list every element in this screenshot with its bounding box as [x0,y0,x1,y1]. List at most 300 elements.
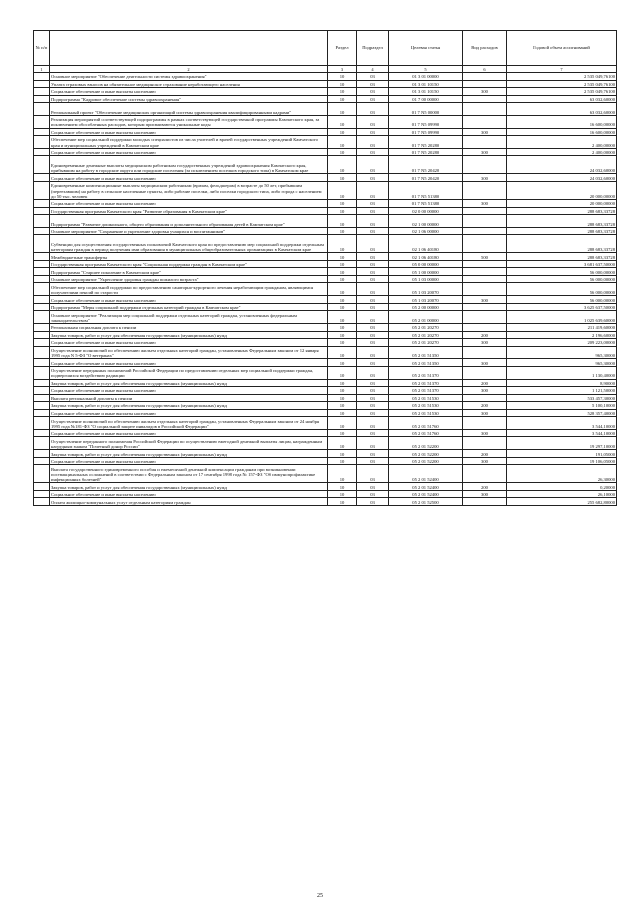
subsection-cell: 03 [357,95,389,103]
expense-type-cell [463,324,507,332]
target-article-cell: 01 7 N5 51380 [389,200,463,208]
section-cell: 10 [328,417,357,430]
amount-cell: 255 682,80000 [507,498,617,506]
section-cell: 10 [328,227,357,235]
amount-cell: 965,30000 [507,346,617,359]
row-number-cell [34,174,50,182]
amount-cell: 56 000,00000 [507,268,617,276]
item-name-cell: Осуществление полномочий по обеспечению жильем отдельных категорий граждан, установленных Федеральным законом от 12 января 1995 года N 5-ФЗ "О ветеранах" [50,346,328,359]
amount-cell: 288 683,33728 [507,235,617,253]
subsection-cell: 03 [357,73,389,81]
item-name-cell: Выплата региональной доплаты к пенсии [50,394,328,402]
row-number-cell [34,409,50,417]
subsection-cell: 03 [357,409,389,417]
table-row [34,200,617,208]
table-row [34,181,617,199]
row-number-cell [34,235,50,253]
expense-type-cell: 300 [463,387,507,395]
row-number-cell [34,450,50,458]
header-section: Раздел [328,31,357,66]
item-name-cell: Социальное обеспечение и иные выплаты населению [50,339,328,347]
amount-cell: 26,10000 [507,490,617,498]
amount-cell: 19 297,10000 [507,437,617,450]
row-number-cell [34,296,50,304]
row-number-cell [34,215,50,228]
amount-cell: 2 535 049,76100 [507,88,617,96]
target-article-cell: 01 7 N5 20420 [389,156,463,174]
target-article-cell: 05 1 03 20070 [389,283,463,296]
amount-cell: 288 683,33728 [507,227,617,235]
table-row [34,80,617,88]
amount-cell: 2 535 049,76100 [507,80,617,88]
expense-type-cell [463,260,507,268]
header-name [50,31,328,66]
item-name-cell: Подпрограмма "Развитие дошкольного, общего образования и дополнительного образования детей в Камчатском крае" [50,215,328,228]
section-cell: 10 [328,283,357,296]
amount-cell: 288 683,33728 [507,253,617,261]
amount-cell: 3 681 637,50000 [507,260,617,268]
item-name-cell: Субвенции для осуществления государственных полномочий Камчатского края по предоставлению мер социальной поддержки отдельным категориям граждан в период получения ими образования в муниципальных общеобразовательных организациях в Камчатском крае [50,235,328,253]
row-number-cell [34,207,50,215]
expense-type-cell [463,136,507,149]
table-row [34,235,617,253]
row-number-cell [34,311,50,324]
row-number-cell [34,457,50,465]
section-cell: 10 [328,394,357,402]
target-article-cell: 02 1 06 40180 [389,253,463,261]
item-name-cell: Закупка товаров, работ и услуг для обеспечения государственных (муниципальных) нужд [50,331,328,339]
target-article-cell: 05 2 01 52200 [389,457,463,465]
table-row [34,394,617,402]
item-name-cell: Осуществление полномочий по обеспечению жильем отдельных категорий граждан, установленных Федеральным законом от 24 ноября 1995 года №181-ФЗ "О социальной защите инвалидов в Российской Федерации" [50,417,328,430]
item-name-cell: Подпрограмма "Кадровое обеспечение системы здравоохранения" [50,95,328,103]
subsection-cell: 03 [357,207,389,215]
table-row [34,450,617,458]
section-cell: 10 [328,103,357,116]
table-body [34,73,617,506]
subsection-cell: 03 [357,339,389,347]
amount-cell: 1 025 639,60000 [507,311,617,324]
target-article-cell: 05 2 01 00000 [389,311,463,324]
table-row [34,253,617,261]
subsection-cell: 03 [357,311,389,324]
amount-cell: 528 357,40000 [507,409,617,417]
subsection-cell: 03 [357,80,389,88]
row-number-cell [34,437,50,450]
item-name-cell: Социальное обеспечение и иные выплаты населению [50,296,328,304]
expense-type-cell [463,181,507,199]
target-article-cell: 02 1 06 00000 [389,227,463,235]
expense-type-cell: 300 [463,296,507,304]
table-row [34,215,617,228]
item-name-cell: Основное мероприятие "Реализация мер социальной поддержки отдельных категорий граждан, установленных федеральным законодательством" [50,311,328,324]
section-cell: 10 [328,379,357,387]
subsection-cell: 03 [357,88,389,96]
amount-cell: 56 000,00000 [507,275,617,283]
target-article-cell: 05 1 00 00000 [389,268,463,276]
row-number-cell [34,429,50,437]
table-row [34,311,617,324]
amount-cell: 63 032,60000 [507,95,617,103]
section-cell: 10 [328,490,357,498]
section-cell: 10 [328,429,357,437]
expense-type-cell [463,498,507,506]
amount-cell: 965,30000 [507,359,617,367]
row-number-cell [34,156,50,174]
amount-cell: 288 683,33728 [507,207,617,215]
row-number-cell [34,200,50,208]
item-name-cell: Основное мероприятие "Обеспечение деятельности системы здравоохранения" [50,73,328,81]
section-cell: 10 [328,215,357,228]
row-number-cell [34,417,50,430]
header-target-article: Целевая статья [389,31,463,66]
expense-type-cell [463,268,507,276]
table-row [34,339,617,347]
target-article-cell: 05 2 01 51350 [389,359,463,367]
section-cell: 10 [328,296,357,304]
table-row [34,268,617,276]
item-name-cell: Государственная программа Камчатского края "Развитие образования в Камчатском крае" [50,207,328,215]
amount-cell: 2 196,60000 [507,331,617,339]
row-number-cell [34,181,50,199]
table-row [34,103,617,116]
section-cell: 10 [328,437,357,450]
section-cell: 10 [328,80,357,88]
section-cell: 10 [328,346,357,359]
item-name-cell: Уплата страховых взносов на обязательное медицинское страхование неработающего населения [50,80,328,88]
row-number-cell [34,359,50,367]
table-row [34,115,617,128]
table-row [34,346,617,359]
target-article-cell: 05 2 01 20270 [389,324,463,332]
target-article-cell: 05 2 01 20270 [389,331,463,339]
target-article-cell: 05 2 01 52400 [389,465,463,483]
section-cell: 10 [328,95,357,103]
subsection-cell: 03 [357,136,389,149]
row-number-cell [34,95,50,103]
amount-cell: 24 032,60000 [507,156,617,174]
item-name-cell: Подпрограмма "Меры социальной поддержки отдельных категорий граждан в Камчатском крае" [50,303,328,311]
target-article-cell: 05 2 00 00000 [389,303,463,311]
table-row [34,275,617,283]
table-row [34,156,617,174]
expense-type-cell: 300 [463,429,507,437]
target-article-cell: 01 7 N5 51380 [389,181,463,199]
target-article-cell: 01 7 N5 09990 [389,115,463,128]
row-number-cell [34,303,50,311]
subsection-cell: 03 [357,450,389,458]
section-cell: 10 [328,73,357,81]
column-index-row [34,66,617,73]
table-row [34,366,617,379]
expense-type-cell: 300 [463,409,507,417]
row-number-cell [34,387,50,395]
subsection-cell: 03 [357,215,389,228]
subsection-cell: 03 [357,227,389,235]
page-number: 25 [317,893,323,899]
target-article-cell: 05 2 01 51530 [389,409,463,417]
subsection-cell: 03 [357,379,389,387]
item-name-cell: Осуществление переданных полномочий Российской Федерации по предоставлению отдельных мер социальной поддержки граждан, подвергшихся воздействию радиации [50,366,328,379]
target-article-cell: 05 2 01 20270 [389,339,463,347]
row-number-cell [34,227,50,235]
amount-cell: 24 032,60000 [507,174,617,182]
item-name-cell: Социальное обеспечение и иные выплаты населению [50,174,328,182]
column-index: 1 [34,66,50,73]
row-number-cell [34,331,50,339]
expense-type-cell [463,303,507,311]
table-row [34,402,617,410]
amount-cell: 8,90000 [507,379,617,387]
target-article-cell: 01 7 N5 09990 [389,128,463,136]
item-name-cell: Социальное обеспечение и иные выплаты населению [50,409,328,417]
subsection-cell: 03 [357,490,389,498]
section-cell: 10 [328,253,357,261]
table-row [34,465,617,483]
amount-cell: 56 000,00000 [507,283,617,296]
section-cell: 10 [328,88,357,96]
subsection-cell: 03 [357,296,389,304]
amount-cell: 1 130,40000 [507,366,617,379]
amount-cell: 19 106,05000 [507,457,617,465]
table-row [34,324,617,332]
header-expense-type: Вид расходов [463,31,507,66]
subsection-cell: 03 [357,303,389,311]
table-row [34,283,617,296]
row-number-cell [34,136,50,149]
row-number-cell [34,73,50,81]
section-cell: 10 [328,339,357,347]
section-cell: 10 [328,498,357,506]
target-article-cell: 01 7 N5 20420 [389,174,463,182]
subsection-cell: 03 [357,103,389,116]
section-cell: 10 [328,324,357,332]
table-row [34,128,617,136]
amount-cell: 209 223,00000 [507,339,617,347]
row-number-cell [34,366,50,379]
column-index: 6 [463,66,507,73]
expense-type-cell [463,227,507,235]
item-name-cell: Единовременные денежные выплаты медицинским работникам государственных учреждений здравоохранения Камчатского края, прибывшим на работу в городские округа или городские поселения (за исключением поселков городского типа) в Камчатском крае [50,156,328,174]
expense-type-cell [463,215,507,228]
section-cell: 10 [328,136,357,149]
item-name-cell: Оплата жилищно-коммунальных услуг отдельным категориям граждан [50,498,328,506]
target-article-cell: 05 2 01 51350 [389,346,463,359]
section-cell: 10 [328,235,357,253]
table-row [34,73,617,81]
amount-cell: 3 625 637,50000 [507,303,617,311]
column-index: 3 [328,66,357,73]
target-article-cell: 01 3 01 10150 [389,88,463,96]
expense-type-cell [463,115,507,128]
item-name-cell: Выплата государственного единовременного пособия и ежемесячной денежной компенсации гражданам при возникновении поствакцинальных осложнений в соответствии с Федеральным законом от 17 сентября 1998 года № 157-ФЗ "Об иммунопрофилактике инфекционных болезней" [50,465,328,483]
expense-type-cell: 300 [463,457,507,465]
amount-cell: 2 400,00000 [507,148,617,156]
table-row [34,136,617,149]
row-number-cell [34,103,50,116]
subsection-cell: 03 [357,156,389,174]
expense-type-cell [463,346,507,359]
item-name-cell: Осуществление переданного полномочия Российской Федерации по осуществлению ежегодной денежной выплаты лицам, награжденным нагрудным знаком "Почетный донор России" [50,437,328,450]
section-cell: 10 [328,331,357,339]
target-article-cell: 05 0 00 00000 [389,260,463,268]
row-number-cell [34,498,50,506]
amount-cell: 5 100,10000 [507,402,617,410]
section-cell: 10 [328,409,357,417]
row-number-cell [34,275,50,283]
target-article-cell: 05 1 03 00000 [389,275,463,283]
row-number-cell [34,465,50,483]
section-cell: 10 [328,457,357,465]
item-name-cell: Социальное обеспечение и иные выплаты населению [50,148,328,156]
header-annual-amount: Годовой объем ассигнований [507,31,617,66]
subsection-cell: 03 [357,235,389,253]
table-row [34,331,617,339]
table-row [34,457,617,465]
expense-type-cell: 200 [463,379,507,387]
table-row [34,483,617,491]
table-row [34,409,617,417]
item-name-cell: Социальное обеспечение и иные выплаты населению [50,387,328,395]
amount-cell: 20 000,00000 [507,200,617,208]
section-cell: 10 [328,148,357,156]
table-row [34,174,617,182]
expense-type-cell [463,207,507,215]
amount-cell: 26,30000 [507,465,617,483]
item-name-cell: Реализация мероприятий соответствующей подпрограммы в рамках соответствующей государственной программы Камчатского края, за исключением обособленных расходов, которым присваиваются уникальные коды [50,115,328,128]
target-article-cell: 05 2 01 51370 [389,379,463,387]
row-number-cell [34,268,50,276]
item-name-cell: Обеспечение мер социальной поддержки молодых специалистов из числа учителей и врачей государственных учреждений Камчатского края и муниципальных учреждений в Камчатском крае [50,136,328,149]
row-number-cell [34,88,50,96]
column-index: 7 [507,66,617,73]
table-row [34,379,617,387]
target-article-cell: 01 7 00 00000 [389,95,463,103]
target-article-cell: 02 1 06 40180 [389,235,463,253]
section-cell: 10 [328,387,357,395]
amount-cell: 0,20000 [507,483,617,491]
table-row [34,417,617,430]
amount-cell: 211 419,60000 [507,324,617,332]
expense-type-cell [463,156,507,174]
section-cell: 10 [328,174,357,182]
column-index: 5 [389,66,463,73]
row-number-cell [34,80,50,88]
table-row [34,359,617,367]
expense-type-cell [463,311,507,324]
item-name-cell: Единовременные компенсационные выплаты медицинским работникам (врачам, фельдшерам) в возрасте до 50 лет, прибывшим (переехавшим) на работу в сельские населенные пункты, либо рабочие поселки, либо поселки городского типа, либо города с населением до 50 тыс. человек [50,181,328,199]
item-name-cell: Региональный проект "Обеспечение медицинских организаций системы здравоохранения квалифицированными кадрами" [50,103,328,116]
item-name-cell: Социальное обеспечение и иные выплаты населению [50,359,328,367]
expense-type-cell [463,103,507,116]
amount-cell: 533 457,30000 [507,394,617,402]
section-cell: 10 [328,275,357,283]
table-row [34,303,617,311]
item-name-cell: Основное мероприятие "Сохранение и укрепление здоровья учащихся и воспитанников" [50,227,328,235]
expense-type-cell [463,283,507,296]
row-number-cell [34,324,50,332]
item-name-cell: Закупка товаров, работ и услуг для обеспечения государственных (муниципальных) нужд [50,402,328,410]
subsection-cell: 03 [357,346,389,359]
subsection-cell: 03 [357,457,389,465]
expense-type-cell [463,73,507,81]
amount-cell: 191,05000 [507,450,617,458]
subsection-cell: 03 [357,268,389,276]
amount-cell: 2 535 049,76100 [507,73,617,81]
section-cell: 10 [328,128,357,136]
target-article-cell: 05 2 01 51370 [389,366,463,379]
subsection-cell: 03 [357,465,389,483]
row-number-cell [34,128,50,136]
subsection-cell: 03 [357,253,389,261]
item-name-cell: Региональная социальная доплата к пенсии [50,324,328,332]
amount-cell: 1 121,50000 [507,387,617,395]
expense-type-cell: 300 [463,339,507,347]
budget-table [33,30,617,506]
subsection-cell: 03 [357,437,389,450]
header-number: № п/п [34,31,50,66]
subsection-cell: 03 [357,174,389,182]
target-article-cell: 05 2 01 52500 [389,498,463,506]
amount-cell: 3 544,10000 [507,429,617,437]
expense-type-cell: 500 [463,253,507,261]
section-cell: 10 [328,200,357,208]
expense-type-cell: 300 [463,174,507,182]
row-number-cell [34,260,50,268]
table-row [34,387,617,395]
row-number-cell [34,253,50,261]
subsection-cell: 03 [357,128,389,136]
target-article-cell: 05 2 01 52200 [389,437,463,450]
section-cell: 10 [328,366,357,379]
section-cell: 10 [328,402,357,410]
expense-type-cell [463,394,507,402]
subsection-cell: 03 [357,366,389,379]
target-article-cell: 02 1 00 00000 [389,215,463,228]
column-index: 2 [50,66,328,73]
expense-type-cell: 300 [463,200,507,208]
expense-type-cell [463,465,507,483]
table-row [34,148,617,156]
row-number-cell [34,283,50,296]
table-row [34,296,617,304]
table-row [34,490,617,498]
target-article-cell: 05 2 01 52400 [389,483,463,491]
subsection-cell: 03 [357,200,389,208]
target-article-cell: 05 2 01 51530 [389,402,463,410]
amount-cell: 288 683,33728 [507,215,617,228]
subsection-cell: 03 [357,331,389,339]
section-cell: 10 [328,303,357,311]
header-row [34,31,617,66]
expense-type-cell: 300 [463,128,507,136]
item-name-cell: Обеспечение мер социальной поддержки по предоставлению санаторно-курортного лечения неработающим гражданам, являющимся получателями пенсий по старости [50,283,328,296]
amount-cell: 2 400,00000 [507,136,617,149]
item-name-cell: Социальное обеспечение и иные выплаты населению [50,457,328,465]
amount-cell: 56 000,00000 [507,296,617,304]
subsection-cell: 03 [357,148,389,156]
target-article-cell: 05 2 01 51760 [389,429,463,437]
table-row [34,207,617,215]
amount-cell: 63 032,60000 [507,103,617,116]
subsection-cell: 03 [357,115,389,128]
item-name-cell: Социальное обеспечение и иные выплаты населению [50,128,328,136]
row-number-cell [34,483,50,491]
subsection-cell: 03 [357,359,389,367]
subsection-cell: 03 [357,429,389,437]
section-cell: 10 [328,207,357,215]
subsection-cell: 03 [357,402,389,410]
